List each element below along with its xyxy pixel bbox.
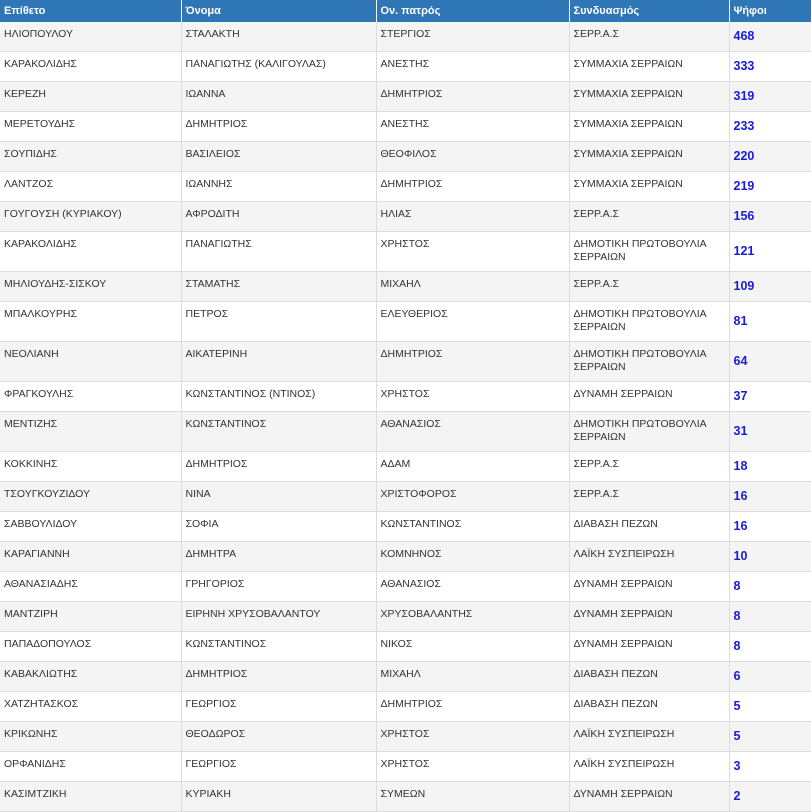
cell-name: ΓΕΩΡΓΙΟΣ [181, 752, 376, 782]
cell-surname: ΝΕΟΛΙΑΝΗ [0, 342, 181, 382]
cell-father-name: ΔΗΜΗΤΡΙΟΣ [376, 342, 569, 382]
cell-father-name: ΜΙΧΑΗΛ [376, 662, 569, 692]
cell-name: ΣΟΦΙΑ [181, 512, 376, 542]
cell-votes: 233 [729, 112, 811, 142]
cell-votes: 31 [729, 412, 811, 452]
cell-name: ΚΩΝΣΤΑΝΤΙΝΟΣ (ΝΤΙΝΟΣ) [181, 382, 376, 412]
table-row [0, 412, 811, 452]
cell-surname: ΧΑΤΖΗΤΑΣΚΟΣ [0, 692, 181, 722]
cell-surname: ΚΑΡΑΓΙΑΝΝΗ [0, 542, 181, 572]
cell-name: ΔΗΜΗΤΡΑ [181, 542, 376, 572]
cell-party: ΔΗΜΟΤΙΚΗ ΠΡΩΤΟΒΟΥΛΙΑ ΣΕΡΡΑΙΩΝ [569, 302, 729, 342]
cell-votes: 2 [729, 782, 811, 812]
column-header-votes[interactable]: Ψήφοι [729, 0, 811, 22]
cell-party: ΛΑΪΚΗ ΣΥΣΠΕΙΡΩΣΗ [569, 722, 729, 752]
table-row [0, 172, 811, 202]
cell-father-name: ΚΟΜΝΗΝΟΣ [376, 542, 569, 572]
cell-party: ΣΕΡΡ.Α.Σ [569, 452, 729, 482]
table-row [0, 512, 811, 542]
cell-father-name: ΑΘΑΝΑΣΙΟΣ [376, 572, 569, 602]
table-row [0, 52, 811, 82]
cell-surname: ΛΑΝΤΖΟΣ [0, 172, 181, 202]
cell-votes: 468 [729, 22, 811, 52]
cell-party: ΣΕΡΡ.Α.Σ [569, 272, 729, 302]
cell-party: ΔΗΜΟΤΙΚΗ ΠΡΩΤΟΒΟΥΛΙΑ ΣΕΡΡΑΙΩΝ [569, 232, 729, 272]
cell-father-name: ΔΗΜΗΤΡΙΟΣ [376, 82, 569, 112]
cell-surname: ΟΡΦΑΝΙΔΗΣ [0, 752, 181, 782]
cell-party: ΔΥΝΑΜΗ ΣΕΡΡΑΙΩΝ [569, 632, 729, 662]
cell-name: ΙΩΑΝΝΗΣ [181, 172, 376, 202]
table-row [0, 602, 811, 632]
cell-party: ΣΕΡΡ.Α.Σ [569, 202, 729, 232]
cell-party: ΔΥΝΑΜΗ ΣΕΡΡΑΙΩΝ [569, 572, 729, 602]
cell-name: ΠΕΤΡΟΣ [181, 302, 376, 342]
cell-name: ΑΙΚΑΤΕΡΙΝΗ [181, 342, 376, 382]
table-header [0, 0, 811, 22]
cell-name: ΣΤΑΜΑΤΗΣ [181, 272, 376, 302]
cell-party: ΔΗΜΟΤΙΚΗ ΠΡΩΤΟΒΟΥΛΙΑ ΣΕΡΡΑΙΩΝ [569, 412, 729, 452]
cell-party: ΔΗΜΟΤΙΚΗ ΠΡΩΤΟΒΟΥΛΙΑ ΣΕΡΡΑΙΩΝ [569, 342, 729, 382]
cell-surname: ΜΗΛΙΟΥΔΗΣ-ΣΙΣΚΟΥ [0, 272, 181, 302]
cell-party: ΔΙΑΒΑΣΗ ΠΕΖΩΝ [569, 512, 729, 542]
table-row [0, 782, 811, 812]
cell-surname: ΚΑΡΑΚΟΛΙΔΗΣ [0, 232, 181, 272]
cell-party: ΣΕΡΡ.Α.Σ [569, 482, 729, 512]
cell-surname: ΜΕΡΕΤΟΥΔΗΣ [0, 112, 181, 142]
cell-name: ΔΗΜΗΤΡΙΟΣ [181, 112, 376, 142]
cell-surname: ΑΘΑΝΑΣΙΑΔΗΣ [0, 572, 181, 602]
cell-votes: 121 [729, 232, 811, 272]
cell-father-name: ΚΩΝΣΤΑΝΤΙΝΟΣ [376, 512, 569, 542]
table-row [0, 452, 811, 482]
cell-name: ΓΡΗΓΟΡΙΟΣ [181, 572, 376, 602]
cell-father-name: ΕΛΕΥΘΕΡΙΟΣ [376, 302, 569, 342]
cell-surname: ΚΟΚΚΙΝΗΣ [0, 452, 181, 482]
cell-name: ΠΑΝΑΓΙΩΤΗΣ (ΚΑΛΙΓΟΥΛΑΣ) [181, 52, 376, 82]
cell-surname: ΣΑΒΒΟΥΛΙΔΟΥ [0, 512, 181, 542]
cell-name: ΔΗΜΗΤΡΙΟΣ [181, 662, 376, 692]
cell-party: ΔΥΝΑΜΗ ΣΕΡΡΑΙΩΝ [569, 382, 729, 412]
table-row [0, 272, 811, 302]
cell-surname: ΚΑΒΑΚΛΙΩΤΗΣ [0, 662, 181, 692]
cell-votes: 16 [729, 482, 811, 512]
cell-surname: ΚΡΙΚΩΝΗΣ [0, 722, 181, 752]
cell-father-name: ΗΛΙΑΣ [376, 202, 569, 232]
cell-party: ΣΥΜΜΑΧΙΑ ΣΕΡΡΑΙΩΝ [569, 82, 729, 112]
cell-party: ΣΥΜΜΑΧΙΑ ΣΕΡΡΑΙΩΝ [569, 52, 729, 82]
cell-party: ΣΥΜΜΑΧΙΑ ΣΕΡΡΑΙΩΝ [569, 112, 729, 142]
cell-name: ΙΩΑΝΝΑ [181, 82, 376, 112]
cell-party: ΣΥΜΜΑΧΙΑ ΣΕΡΡΑΙΩΝ [569, 172, 729, 202]
cell-surname: ΜΕΝΤΙΖΗΣ [0, 412, 181, 452]
cell-name: ΕΙΡΗΝΗ ΧΡΥΣΟΒΑΛΑΝΤΟΥ [181, 602, 376, 632]
cell-name: ΘΕΟΔΩΡΟΣ [181, 722, 376, 752]
table-row [0, 662, 811, 692]
cell-name: ΝΙΝΑ [181, 482, 376, 512]
cell-votes: 219 [729, 172, 811, 202]
cell-father-name: ΧΡΗΣΤΟΣ [376, 722, 569, 752]
cell-father-name: ΣΤΕΡΓΙΟΣ [376, 22, 569, 52]
cell-votes: 37 [729, 382, 811, 412]
table-row [0, 542, 811, 572]
cell-father-name: ΧΡΥΣΟΒΑΛΑΝΤΗΣ [376, 602, 569, 632]
column-header-father-name[interactable]: Ον. πατρός [376, 0, 569, 22]
cell-votes: 10 [729, 542, 811, 572]
cell-name: ΚΥΡΙΑΚΗ [181, 782, 376, 812]
cell-votes: 3 [729, 752, 811, 782]
cell-father-name: ΝΙΚΟΣ [376, 632, 569, 662]
table-row [0, 302, 811, 342]
cell-father-name: ΑΔΑΜ [376, 452, 569, 482]
cell-surname: ΜΠΑΛΚΟΥΡΗΣ [0, 302, 181, 342]
cell-father-name: ΧΡΗΣΤΟΣ [376, 382, 569, 412]
cell-votes: 18 [729, 452, 811, 482]
cell-father-name: ΧΡΗΣΤΟΣ [376, 752, 569, 782]
cell-party: ΣΕΡΡ.Α.Σ [569, 22, 729, 52]
cell-name: ΚΩΝΣΤΑΝΤΙΝΟΣ [181, 412, 376, 452]
cell-father-name: ΑΝΕΣΤΗΣ [376, 112, 569, 142]
cell-votes: 333 [729, 52, 811, 82]
header-row [0, 0, 811, 22]
cell-party: ΔΙΑΒΑΣΗ ΠΕΖΩΝ [569, 692, 729, 722]
cell-surname: ΓΟΥΓΟΥΣΗ (ΚΥΡΙΑΚΟΥ) [0, 202, 181, 232]
cell-votes: 156 [729, 202, 811, 232]
table-row [0, 112, 811, 142]
column-header-party[interactable]: Συνδυασμός [569, 0, 729, 22]
cell-party: ΔΙΑΒΑΣΗ ΠΕΖΩΝ [569, 662, 729, 692]
cell-father-name: ΔΗΜΗΤΡΙΟΣ [376, 692, 569, 722]
cell-votes: 5 [729, 722, 811, 752]
cell-name: ΒΑΣΙΛΕΙΟΣ [181, 142, 376, 172]
table-row [0, 482, 811, 512]
cell-votes: 8 [729, 632, 811, 662]
table-row [0, 232, 811, 272]
cell-surname: ΗΛΙΟΠΟΥΛΟΥ [0, 22, 181, 52]
cell-party: ΛΑΪΚΗ ΣΥΣΠΕΙΡΩΣΗ [569, 542, 729, 572]
table-row [0, 752, 811, 782]
cell-votes: 5 [729, 692, 811, 722]
cell-party: ΔΥΝΑΜΗ ΣΕΡΡΑΙΩΝ [569, 602, 729, 632]
cell-surname: ΚΕΡΕΖΗ [0, 82, 181, 112]
cell-votes: 81 [729, 302, 811, 342]
cell-father-name: ΑΘΑΝΑΣΙΟΣ [376, 412, 569, 452]
cell-votes: 109 [729, 272, 811, 302]
table-row [0, 342, 811, 382]
cell-father-name: ΧΡΙΣΤΟΦΟΡΟΣ [376, 482, 569, 512]
cell-name: ΔΗΜΗΤΡΙΟΣ [181, 452, 376, 482]
cell-surname: ΚΑΡΑΚΟΛΙΔΗΣ [0, 52, 181, 82]
cell-father-name: ΑΝΕΣΤΗΣ [376, 52, 569, 82]
cell-name: ΣΤΑΛΑΚΤΗ [181, 22, 376, 52]
table-body [0, 22, 811, 812]
table-row [0, 632, 811, 662]
table-row [0, 722, 811, 752]
cell-votes: 6 [729, 662, 811, 692]
cell-votes: 8 [729, 602, 811, 632]
cell-party: ΣΥΜΜΑΧΙΑ ΣΕΡΡΑΙΩΝ [569, 142, 729, 172]
cell-father-name: ΘΕΟΦΙΛΟΣ [376, 142, 569, 172]
cell-father-name: ΣΥΜΕΩΝ [376, 782, 569, 812]
cell-votes: 319 [729, 82, 811, 112]
cell-father-name: ΔΗΜΗΤΡΙΟΣ [376, 172, 569, 202]
cell-party: ΛΑΪΚΗ ΣΥΣΠΕΙΡΩΣΗ [569, 752, 729, 782]
table-row [0, 382, 811, 412]
cell-father-name: ΧΡΗΣΤΟΣ [376, 232, 569, 272]
cell-votes: 220 [729, 142, 811, 172]
table-row [0, 692, 811, 722]
column-header-surname[interactable]: Επίθετο [0, 0, 181, 22]
cell-name: ΑΦΡΟΔΙΤΗ [181, 202, 376, 232]
cell-surname: ΣΟΥΠΙΔΗΣ [0, 142, 181, 172]
cell-father-name: ΜΙΧΑΗΛ [376, 272, 569, 302]
cell-name: ΠΑΝΑΓΙΩΤΗΣ [181, 232, 376, 272]
cell-party: ΔΥΝΑΜΗ ΣΕΡΡΑΙΩΝ [569, 782, 729, 812]
cell-name: ΓΕΩΡΓΙΟΣ [181, 692, 376, 722]
cell-name: ΚΩΝΣΤΑΝΤΙΝΟΣ [181, 632, 376, 662]
cell-votes: 64 [729, 342, 811, 382]
cell-votes: 8 [729, 572, 811, 602]
table-row [0, 572, 811, 602]
cell-votes: 16 [729, 512, 811, 542]
table-row [0, 202, 811, 232]
cell-surname: ΦΡΑΓΚΟΥΛΗΣ [0, 382, 181, 412]
column-header-name[interactable]: Όνομα [181, 0, 376, 22]
cell-surname: ΚΑΣΙΜΤΖΙΚΗ [0, 782, 181, 812]
cell-surname: ΜΑΝΤΖΙΡΗ [0, 602, 181, 632]
cell-surname: ΠΑΠΑΔΟΠΟΥΛΟΣ [0, 632, 181, 662]
cell-surname: ΤΣΟΥΓΚΟΥΖΙΔΟΥ [0, 482, 181, 512]
table-row [0, 142, 811, 172]
table-row [0, 82, 811, 112]
table-row [0, 22, 811, 52]
